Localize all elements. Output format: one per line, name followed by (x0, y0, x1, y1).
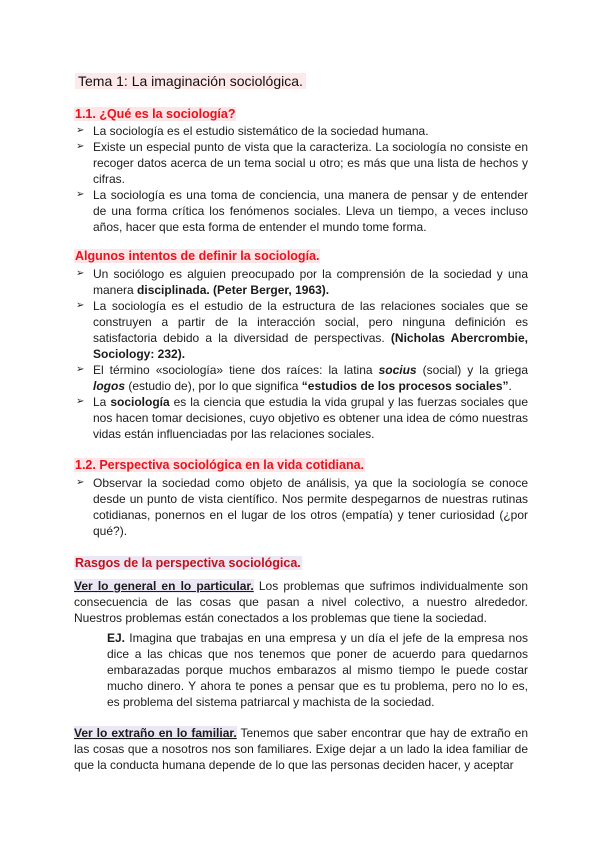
arrow-bullet-icon: ➢ (76, 364, 85, 375)
arrow-bullet-icon: ➢ (76, 396, 85, 407)
arrow-bullet-icon: ➢ (76, 141, 85, 152)
section-heading-perspectiva: 1.2. Perspectiva sociológica en la vida cotidiana. (75, 458, 365, 472)
paragraph-extrano-familiar: Ver lo extraño en lo familiar. Tenemos que saber encontrar que hay de extraño en las cosas que a nosotros nos son familiares. Exige dejar a un lado la idea familiar de que la conducta humana depende de lo que las personas deciden hacer, y aceptar (74, 726, 528, 772)
arrow-bullet-icon: ➢ (76, 125, 85, 136)
list-item: ➢ Existe un especial punto de vista que la caracteriza. La sociología no consiste en recoger datos acerca de un tema social u otro; es más que una lista de hechos y cifras. (76, 140, 528, 186)
section-heading-definiciones: Algunos intentos de definir la sociología. (75, 249, 320, 263)
list-item: ➢ Un sociólogo es alguien preocupado por la comprensión de la sociedad y una manera disciplinada. (Peter Berger, 1963). (76, 267, 528, 297)
list-item: ➢ La sociología es el estudio sistemático de la sociedad humana. (76, 124, 429, 138)
list-item: ➢ La sociología es el estudio de la estructura de las relaciones sociales que se construyen a partir de la interacción social, pero ninguna definición es satisfactoria debido a la diversidad de perspectivas. (Nicholas Abercrombie, Sociology: 232). (76, 299, 528, 361)
bullet-list-perspectiva (76, 475, 528, 539)
bullet-list-definiciones (76, 266, 528, 442)
arrow-bullet-icon: ➢ (76, 477, 85, 488)
arrow-bullet-icon: ➢ (76, 268, 85, 279)
page-title: Tema 1: La imaginación sociológica. (75, 73, 306, 89)
list-item: ➢ Observar la sociedad como objeto de análisis, ya que la sociología se conoce desde un punto de vista científico. Nos permite despegarnos de nuestras rutinas cotidianas, ponernos en el lugar de los otros (empatía) y tener curiosidad (¿por qué?). (76, 476, 528, 538)
arrow-bullet-icon: ➢ (76, 189, 85, 200)
list-item: ➢ La sociología es una toma de conciencia, una manera de pensar y de entender de una forma crítica los fenómenos sociales. Lleva un tiempo, a veces incluso años, hacer que esta forma de entender el mundo tome forma. (76, 188, 528, 234)
bullet-list-que-es (76, 123, 528, 235)
section-heading-rasgos: Rasgos de la perspectiva sociológica. (75, 556, 301, 570)
list-item: ➢ El término «sociología» tiene dos raíces: la latina socius (social) y la griega logos (estudio de), por lo que significa “estudios de los procesos sociales”. (76, 363, 528, 393)
section-heading-que-es: 1.1. ¿Qué es la sociología? (75, 107, 236, 121)
paragraph-general-particular: Ver lo general en lo particular. Los problemas que sufrimos individualmente son consecuencia de las cosas que pasan a nivel colectivo, a nuestro alrededor. Nuestros problemas están conectados a los problemas que tiene la sociedad. (74, 579, 528, 625)
example-paragraph: EJ. Imagina que trabajas en una empresa y un día el jefe de la empresa nos dice a las chicas que nos tenemos que poner de acuerdo para quedarnos embarazadas porque muchos embarazos al mismo tiempo le puede costar mucho dinero. Y ahora te pones a pensar que es tu problema, pero no lo es, es problema del sistema patriarcal y machista de la sociedad. (107, 631, 528, 709)
arrow-bullet-icon: ➢ (76, 300, 85, 311)
list-item: ➢ La sociología es la ciencia que estudia la vida grupal y las fuerzas sociales que nos hacen tomar decisiones, cuyo objetivo es obtener una idea de cómo nuestras vidas están influenciadas por las relaciones sociales. (76, 395, 528, 441)
